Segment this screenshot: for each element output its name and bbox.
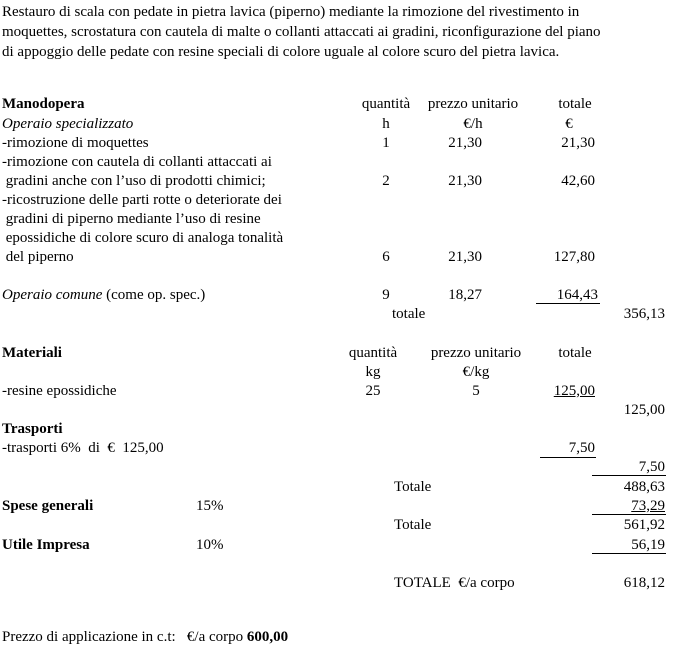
manodopera-item-desc: -rimozione di moquettes — [2, 135, 149, 151]
operaio-comune-row — [2, 286, 205, 304]
totale-value: 488,63 — [623, 479, 665, 495]
col-header-quantita: quantità — [361, 96, 411, 112]
manodopera-item-desc: gradini anche con l’uso di prodotti chimici; — [2, 173, 266, 189]
col-header-prezzo-unitario: prezzo unitario — [427, 96, 519, 112]
manodopera-item-total: 42,60 — [561, 173, 595, 189]
manodopera-item-price: 21,30 — [448, 249, 482, 265]
manodopera-item-total: 127,80 — [553, 249, 595, 265]
underline-rule — [592, 514, 666, 515]
manodopera-item-desc: del piperno — [2, 249, 74, 265]
col-header-totale: totale — [558, 96, 592, 112]
intro-line: moquettes, scrostatura con cautela di malte o collanti attaccati ai gradini, riconfigurazione del piano — [2, 24, 601, 40]
totale-label: Totale — [394, 517, 432, 533]
underline-rule — [536, 303, 600, 304]
operaio-specializzato-label: Operaio specializzato — [2, 116, 134, 132]
prezzo-applicazione-label: Prezzo di applicazione in c.t: €/a corpo — [2, 629, 247, 645]
manodopera-item-qty: 6 — [382, 249, 390, 265]
prezzo-applicazione — [2, 628, 288, 646]
manodopera-item-desc: -rimozione con cautela di collanti attaccati ai — [2, 154, 272, 170]
utile-impresa-value: 56,19 — [631, 537, 665, 553]
manodopera-item-qty: 1 — [382, 135, 390, 151]
trasporti-subtotal: 7,50 — [638, 459, 665, 475]
col-header-totale: totale — [558, 345, 592, 361]
prezzo-applicazione-value: 600,00 — [246, 629, 289, 645]
trasporti-title: Trasporti — [2, 421, 63, 437]
materiali-item-total: 125,00 — [553, 383, 595, 399]
underline-rule — [592, 475, 666, 476]
spese-generali-label: Spese generali — [2, 498, 94, 514]
unit-euro-per-hour: €/h — [463, 116, 483, 132]
unit-euro: € — [565, 116, 573, 132]
totale-label: Totale — [394, 479, 432, 495]
manodopera-item-desc: gradini di piperno mediante l’uso di resine — [2, 211, 261, 227]
operaio-comune-suffix: (come op. spec.) — [102, 287, 206, 303]
materiali-item-desc: -resine epossidiche — [2, 383, 117, 399]
manodopera-title: Manodopera — [2, 96, 85, 112]
manodopera-item-price: 21,30 — [448, 173, 482, 189]
operaio-comune-qty: 9 — [382, 287, 390, 303]
totale-value: 561,92 — [623, 517, 665, 533]
manodopera-totale-label: totale — [392, 306, 426, 322]
intro-paragraph — [2, 3, 674, 63]
materiali-title: Materiali — [2, 345, 62, 361]
manodopera-item-total: 21,30 — [561, 135, 595, 151]
manodopera-totale-value: 356,13 — [623, 306, 665, 322]
col-header-quantita: quantità — [348, 345, 398, 361]
unit-kg: kg — [365, 364, 381, 380]
materiali-subtotal: 125,00 — [623, 402, 665, 418]
grand-total-label: TOTALE €/a corpo — [394, 575, 515, 591]
spese-generali-value: 73,29 — [631, 498, 665, 514]
trasporti-item-total: 7,50 — [568, 440, 595, 456]
spese-generali-percent: 15% — [196, 498, 224, 514]
intro-line: Restauro di scala con pedate in pietra lavica (piperno) mediante la rimozione del rivestimento in — [2, 4, 580, 20]
unit-hours: h — [382, 116, 390, 132]
underline-rule — [540, 457, 596, 458]
utile-impresa-percent: 10% — [196, 537, 224, 553]
operaio-comune-label: Operaio comune — [2, 287, 103, 303]
manodopera-item-desc: -ricostruzione delle parti rotte o deteriorate dei — [2, 192, 282, 208]
unit-euro-per-kg: €/kg — [462, 364, 490, 380]
trasporti-item-desc: -trasporti 6% di € 125,00 — [2, 440, 164, 456]
materiali-item-qty: 25 — [365, 383, 381, 399]
grand-total-value: 618,12 — [623, 575, 665, 591]
col-header-prezzo-unitario: prezzo unitario — [430, 345, 522, 361]
operaio-comune-total: 164,43 — [556, 287, 598, 303]
underline-rule — [592, 553, 666, 554]
operaio-comune-price: 18,27 — [448, 287, 482, 303]
manodopera-item-price: 21,30 — [448, 135, 482, 151]
intro-line: di appoggio delle pedate con resine speciali di colore uguale al colore scuro del pietra lavica. — [2, 44, 560, 60]
materiali-item-price: 5 — [472, 383, 480, 399]
manodopera-item-desc: epossidiche di colore scuro di analoga tonalità — [2, 230, 284, 246]
manodopera-item-qty: 2 — [382, 173, 390, 189]
utile-impresa-label: Utile Impresa — [2, 537, 90, 553]
